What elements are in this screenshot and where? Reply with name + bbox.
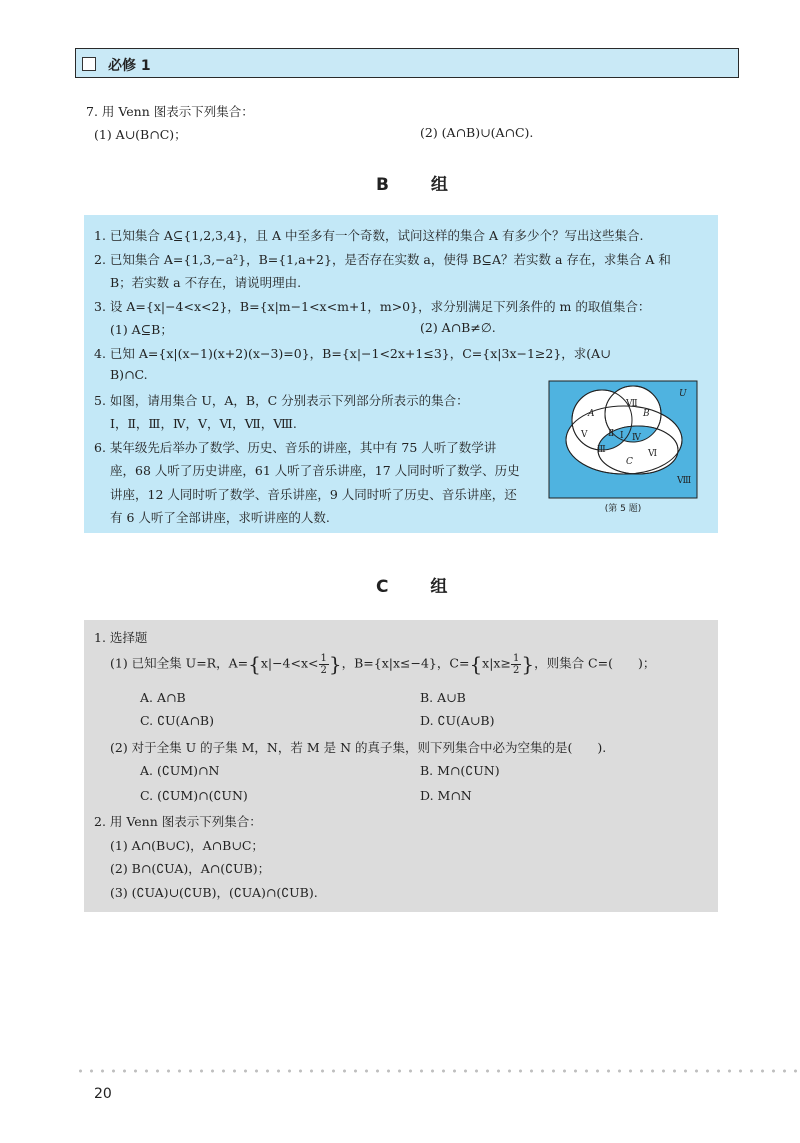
b-q3-part2: (2) A∩B≠∅. — [420, 320, 496, 335]
b-q1: 1. 已知集合 A⊆{1,2,3,4}，且 A 中至多有一个奇数，试问这样的集合 A 有多少个？写出这些集合. — [94, 228, 644, 243]
c-q1-2-option-a: A. (∁UM)∩N — [140, 763, 220, 778]
fraction-one-half-c: $\frac{1}{2}$ — [512, 652, 520, 676]
chapter-header — [75, 48, 739, 78]
c-q1-2: (2) 对于全集 U 的子集 M，N，若 M 是 N 的真子集，则下列集合中必为空集的是( ). — [110, 740, 607, 755]
q7-part1: (1) A∪(B∩C)； — [94, 127, 187, 142]
c-q1-2-option-b: B. M∩(∁UN) — [420, 763, 500, 778]
b-q6-cont2: 讲座，12 人同时听了数学、音乐讲座，9 人同时听了历史、音乐讲座，还 — [110, 487, 517, 502]
c-q2-part3: (3) (∁UA)∪(∁UB)，(∁UA)∩(∁UB). — [110, 885, 318, 900]
venn-label-b: B — [643, 409, 650, 419]
b-q3-part1: (1) A⊆B； — [110, 322, 173, 337]
group-c-title: C 组 — [376, 577, 466, 597]
venn-region-4: Ⅳ — [632, 433, 641, 443]
b-q6-cont3: 有 6 人听了全部讲座，求听讲座的人数. — [110, 510, 330, 525]
venn-region-1: Ⅰ — [620, 431, 624, 441]
venn-region-5: Ⅴ — [581, 430, 588, 440]
venn-label-a: A — [588, 409, 595, 419]
fraction-one-half-a: $\frac{1}{2}$ — [320, 652, 327, 676]
group-b-title: B 组 — [376, 175, 466, 195]
b-q2: 2. 已知集合 A={1,3,−a²}，B={1,a+2}，是否存在实数 a，使得 B⊆A？若实数 a 存在，求集合 A 和 — [94, 252, 671, 267]
c-q1-1-pre: (1) 已知全集 U=R，A= — [110, 655, 249, 671]
c-q1: 1. 选择题 — [94, 630, 148, 645]
b-q6: 6. 某年级先后举办了数学、历史、音乐的讲座，其中有 75 人听了数学讲 — [94, 440, 497, 455]
c-q1-1-set-c: x|x≥ — [482, 655, 511, 671]
brace-close-a: } — [328, 652, 342, 676]
venn-region-8: Ⅷ — [677, 476, 692, 486]
brace-open-c: { — [469, 652, 483, 676]
c-q1-1-option-a: A. A∩B — [140, 690, 186, 705]
footer-dotted-rule — [75, 1068, 800, 1074]
c-q2: 2. 用 Venn 图表示下列集合： — [94, 814, 262, 829]
c-q2-part2: (2) B∩(∁UA)，A∩(∁UB)； — [110, 861, 271, 876]
b-q5-cont: Ⅰ，Ⅱ，Ⅲ，Ⅳ，Ⅴ，Ⅵ，Ⅶ，Ⅷ. — [110, 416, 297, 431]
chapter-title: 必修 1 — [108, 58, 151, 74]
b-q4-cont: B)∩C. — [110, 367, 148, 382]
venn-region-3: Ⅲ — [597, 445, 606, 455]
c-q1-2-option-c: C. (∁UM)∩(∁UN) — [140, 788, 248, 803]
venn-label-u: U — [679, 389, 687, 399]
page-number: 20 — [94, 1086, 112, 1102]
c-q1-2-option-d: D. M∩N — [420, 788, 472, 803]
brace-close-c: } — [521, 652, 535, 676]
c-q1-1-option-c: C. ∁U(A∩B) — [140, 713, 214, 728]
c-q1-1-option-d: D. ∁U(A∪B) — [420, 713, 495, 728]
q7-part2: (2) (A∩B)∪(A∩C). — [420, 125, 534, 140]
venn-label-c: C — [626, 457, 633, 467]
b-q5: 5. 如图，请用集合 U，A，B，C 分别表示下列部分所表示的集合： — [94, 393, 469, 408]
venn-region-6: Ⅵ — [648, 449, 658, 459]
b-q4: 4. 已知 A={x|(x−1)(x+2)(x−3)=0}，B={x|−1<2x+1≤3}，C={x|3x−1≥2}，求(A∪ — [94, 346, 611, 361]
b-q3: 3. 设 A={x|−4<x<2}，B={x|m−1<x<m+1，m>0}，求分别满足下列条件的 m 的取值集合： — [94, 299, 651, 314]
c-q1-1-mid: ，B={x|x≤−4}，C= — [341, 655, 470, 671]
header-square-icon — [82, 57, 96, 71]
c-q1-1-option-b: B. A∪B — [420, 690, 466, 705]
c-q1-1-post: ，则集合 C=( )； — [534, 655, 656, 671]
c-q1-1-set-a: x|−4<x< — [260, 655, 319, 671]
c-q2-part1: (1) A∩(B∪C)，A∩B∪C； — [110, 838, 264, 853]
venn-region-7: Ⅶ — [626, 399, 638, 409]
c-q1-1 — [110, 652, 655, 676]
q7-stem: 7. 用 Venn 图表示下列集合： — [86, 104, 254, 119]
venn-diagram-figure — [548, 380, 698, 515]
b-q2-cont: B；若实数 a 不存在，请说明理由. — [110, 275, 302, 290]
venn-region-2: Ⅱ — [608, 429, 615, 439]
brace-open-a: { — [248, 652, 261, 676]
venn-caption: (第 5 题) — [604, 504, 642, 514]
b-q6-cont1: 座，68 人听了历史讲座，61 人听了音乐讲座，17 人同时听了数学、历史 — [110, 463, 520, 478]
